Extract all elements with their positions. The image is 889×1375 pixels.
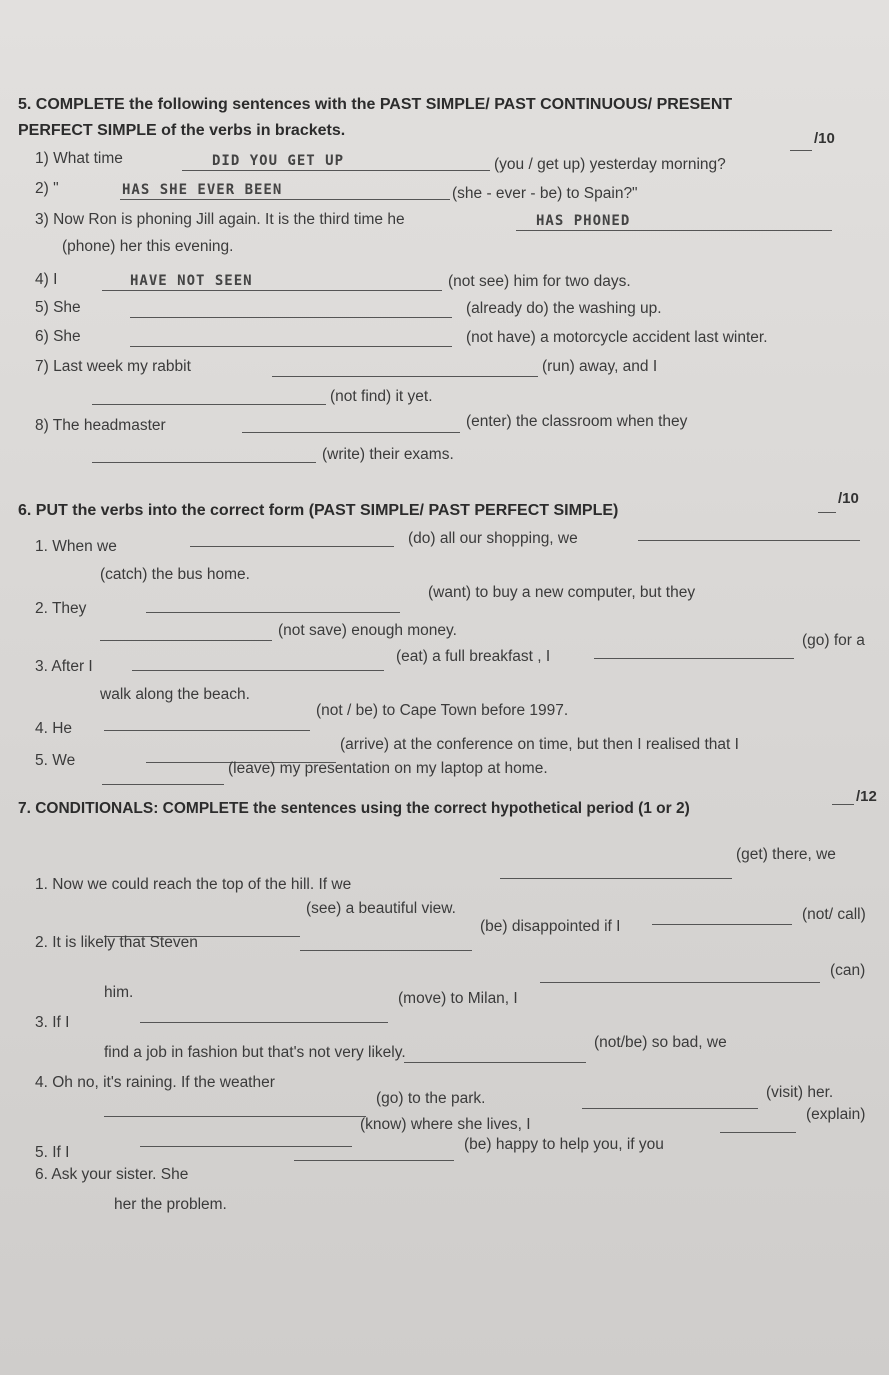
s5-q8-start: 8) The headmaster xyxy=(35,417,166,434)
s5-q2-answer: HAS SHE EVER BEEN xyxy=(122,182,283,198)
s5-q5-start: 5) She xyxy=(35,299,81,316)
s5-q4-answer: HAVE NOT SEEN xyxy=(130,273,253,289)
s6-q2-mid: (want) to buy a new computer, but they xyxy=(428,584,696,601)
s6-q2-blank-2[interactable] xyxy=(100,640,272,641)
s7-q5-end: (visit) her. xyxy=(766,1084,834,1101)
s7-q6-mid: (be) happy to help you, if you xyxy=(464,1136,664,1153)
s5-q4-blank[interactable] xyxy=(102,290,442,291)
s7-q6-cont: her the problem. xyxy=(114,1196,227,1213)
s5-q6-blank[interactable] xyxy=(130,346,452,347)
s5-q7-blank-2[interactable] xyxy=(92,404,326,405)
section7-score: /12 xyxy=(856,788,877,805)
s7-q1-end: (see) a beautiful view. xyxy=(306,900,456,917)
s7-q5-mid: (know) where she lives, I xyxy=(360,1116,531,1133)
s7-q6-start: 6. Ask your sister. She xyxy=(35,1166,189,1183)
s5-q1-answer: DID YOU GET UP xyxy=(212,153,345,169)
s6-q1-blank-2[interactable] xyxy=(638,540,860,541)
s7-q3-start: 3. If I xyxy=(35,1014,70,1031)
s6-q4-blank[interactable] xyxy=(104,730,310,731)
s6-q3-blank-2[interactable] xyxy=(594,658,794,659)
s7-q6-blank-2[interactable] xyxy=(720,1132,796,1133)
s5-q8-blank-2[interactable] xyxy=(92,462,316,463)
s7-q2-end: (not/ call) xyxy=(802,906,866,923)
s6-q1-blank-1[interactable] xyxy=(190,546,394,547)
s7-q2-blank-1[interactable] xyxy=(300,950,472,951)
s5-q7-start: 7) Last week my rabbit xyxy=(35,358,191,375)
s5-q1-start: 1) What time xyxy=(35,150,123,167)
s7-q1-mid: (get) there, we xyxy=(736,846,836,863)
section5-title-line2: PERFECT SIMPLE of the verbs in brackets. xyxy=(18,122,346,139)
s5-q3-blank[interactable] xyxy=(516,230,832,231)
s5-q4-start: 4) I xyxy=(35,271,58,288)
s6-q5-end: (leave) my presentation on my laptop at home. xyxy=(228,760,548,777)
s7-q4-blank-2[interactable] xyxy=(104,1116,366,1117)
section5-title-line1: 5. COMPLETE the following sentences with the PAST SIMPLE/ PAST CONTINUOUS/ PRESENT xyxy=(18,96,733,113)
s7-q6-blank-1[interactable] xyxy=(294,1160,454,1161)
s6-q3-start: 3. After I xyxy=(35,658,93,675)
s5-q7-blank-1[interactable] xyxy=(272,376,538,377)
s5-q3-answer: HAS PHONED xyxy=(536,213,631,229)
section7-title: 7. CONDITIONALS: COMPLETE the sentences using the correct hypothetical period (1 or 2) xyxy=(18,800,690,817)
s7-q2-cont: him. xyxy=(104,984,134,1001)
s5-q5-blank[interactable] xyxy=(130,317,452,318)
s7-q6-end: (explain) xyxy=(806,1106,866,1123)
s6-q1-start: 1. When we xyxy=(35,538,117,555)
s7-q3-mid: (move) to Milan, I xyxy=(398,990,518,1007)
s6-q3-blank-1[interactable] xyxy=(132,670,384,671)
s6-q4-start: 4. He xyxy=(35,720,73,737)
s7-q1-start: 1. Now we could reach the top of the hill. If we xyxy=(35,876,352,893)
s7-q2-mid: (be) disappointed if I xyxy=(480,918,621,935)
section6-title: 6. PUT the verbs into the correct form (PAST SIMPLE/ PAST PERFECT SIMPLE) xyxy=(18,502,619,519)
s5-q7-mid: (run) away, and I xyxy=(542,358,658,375)
s7-q5-start: 5. If I xyxy=(35,1144,70,1161)
s6-q5-blank-2[interactable] xyxy=(102,784,224,785)
s6-q1-mid: (do) all our shopping, we xyxy=(408,530,578,547)
s5-q7-end: (not find) it yet. xyxy=(330,388,433,405)
section6-score: /10 xyxy=(838,490,859,507)
s7-q5-blank-1[interactable] xyxy=(140,1146,352,1147)
section6-score-blank[interactable] xyxy=(818,512,836,513)
s7-q4-mid: (not/be) so bad, we xyxy=(594,1034,727,1051)
s6-q2-start: 2. They xyxy=(35,600,87,617)
s5-q2-blank[interactable] xyxy=(120,199,450,200)
s7-q4-end: (go) to the park. xyxy=(376,1090,486,1107)
s7-q5-blank-2[interactable] xyxy=(582,1108,758,1109)
s7-q2-blank-2[interactable] xyxy=(652,924,792,925)
s5-q5-end: (already do) the washing up. xyxy=(466,300,662,317)
s7-q4-start: 4. Oh no, it's raining. If the weather xyxy=(35,1074,275,1091)
section5-score-blank[interactable] xyxy=(790,150,812,151)
s7-q3-cont: find a job in fashion but that's not very likely. xyxy=(104,1044,406,1061)
s5-q4-end: (not see) him for two days. xyxy=(448,273,631,290)
s7-q3-blank-1[interactable] xyxy=(140,1022,388,1023)
s5-q8-end: (write) their exams. xyxy=(322,446,454,463)
s7-q3-end: (can) xyxy=(830,962,866,979)
s6-q2-end: (not save) enough money. xyxy=(278,622,457,639)
s6-q3-end: (go) for a xyxy=(802,632,865,649)
s6-q1-end: (catch) the bus home. xyxy=(100,566,250,583)
s5-q1-end: (you / get up) yesterday morning? xyxy=(494,156,726,173)
s6-q2-blank-1[interactable] xyxy=(146,612,400,613)
s7-q2-start: 2. It is likely that Steven xyxy=(35,934,198,951)
section7-score-blank[interactable] xyxy=(832,804,854,805)
s6-q4-end: (not / be) to Cape Town before 1997. xyxy=(316,702,569,719)
s5-q1-blank[interactable] xyxy=(182,170,490,171)
s5-q8-blank-1[interactable] xyxy=(242,432,460,433)
s5-q3-cont: (phone) her this evening. xyxy=(62,238,234,255)
section5-score: /10 xyxy=(814,130,835,147)
s6-q3-mid: (eat) a full breakfast , I xyxy=(396,648,551,665)
s5-q6-end: (not have) a motorcycle accident last winter. xyxy=(466,329,768,346)
s5-q2-end: (she - ever - be) to Spain?" xyxy=(452,185,638,202)
s5-q8-mid: (enter) the classroom when they xyxy=(466,413,688,430)
s5-q6-start: 6) She xyxy=(35,328,81,345)
s6-q3-cont: walk along the beach. xyxy=(100,686,250,703)
s5-q3-start: 3) Now Ron is phoning Jill again. It is the third time he xyxy=(35,211,405,228)
s7-q3-blank-2[interactable] xyxy=(540,982,820,983)
s6-q5-mid: (arrive) at the conference on time, but then I realised that I xyxy=(340,736,739,753)
s7-q4-blank-1[interactable] xyxy=(404,1062,586,1063)
s6-q5-start: 5. We xyxy=(35,752,76,769)
s7-q1-blank-1[interactable] xyxy=(500,878,732,879)
s5-q2-start: 2) " xyxy=(35,180,59,197)
